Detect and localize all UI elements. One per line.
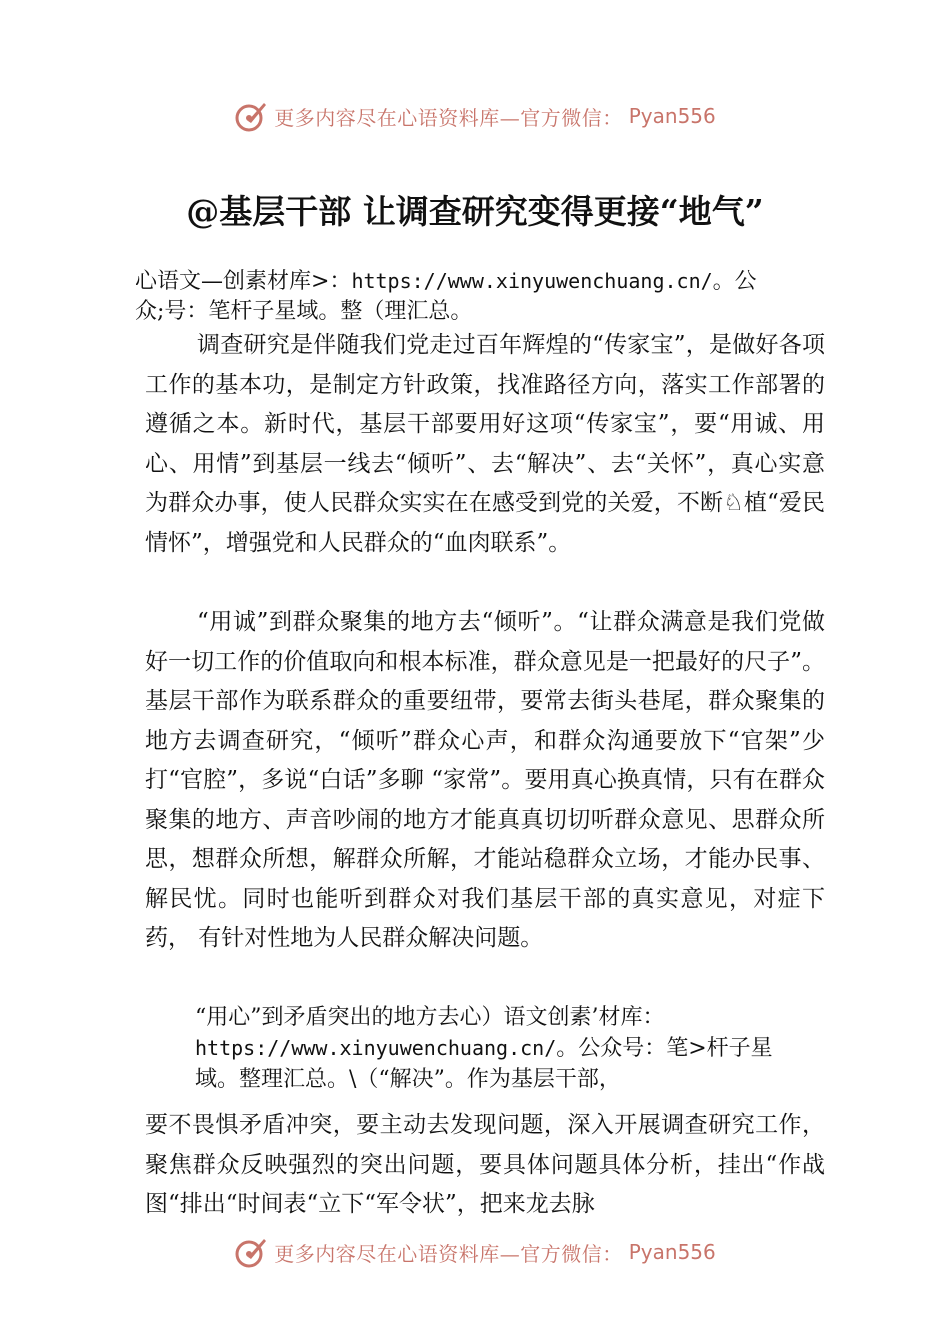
- body-paragraph-3: 要不畏惧矛盾冲突，要主动去发现问题，深入开展调查研究工作，聚焦群众反映强烈的突出问题，要具体问题具体分析，挂出“作战图“排出“时间表“立下“军令状”，把来龙去脉: [145, 1112, 825, 1217]
- banner-text: 更多内容尽在心语资料库—官方微信：: [274, 105, 623, 130]
- banner-text: 更多内容尽在心语资料库—官方微信：: [274, 1241, 623, 1266]
- p3-url: https://www.xinyuwenchuang.cn/: [195, 1036, 557, 1060]
- body-paragraph-2: “用诚”到群众聚集的地方去“倾听”。“让群众满意是我们党做好一切工作的价值取向和根本标准，群众意见是一把最好的尺子”。基层干部作为联系群众的重要纽带，要常去街头巷尾，群众聚集的地方去调查研究，“倾听”群众心声，和群众沟通要放下“官架”少打“官腔”，多说“白话”多聊 “家常”。要用真心换真情，只有在群众聚集的地方、声音吵闹的地方才能真真切切听群众意见、思群众所思，想群众所想，解群众所解，才能站稳群众立场，才能办民事、解民忧。同时也能听到群众对我们基层干部的真实意见，对症下药， 有针对性地为人民群众解决问题。: [145, 609, 825, 951]
- quill-pen-logo-icon: [234, 99, 268, 133]
- banner-wechat-id: Pyan556: [628, 104, 716, 128]
- page-title: @基层干部 让调查研究变得更接“地气”: [186, 192, 764, 231]
- body-paragraph-3-head: [195, 1002, 825, 1095]
- body-paragraph-1: 调查研究是伴随我们党走过百年辉煌的“传家宝”，是做好各项工作的基本功，是制定方针政策，找准路径方向，落实工作部署的遵循之本。新时代，基层干部要用好这项“传家宝”，要“用诚、用心、用情”到基层一线去“倾听”、去“解决”、去“关怀”，真心实意为群众办事，使人民群众实实在在感受到党的关爱，不断♘植“爱民情怀”，增强党和人民群众的“血肉联系”。: [145, 332, 825, 556]
- p3-line-2: https://www.xinyuwenchuang.cn/。公众号：笔>杆子星: [195, 1036, 773, 1061]
- p3-line-3: 域。整理汇总。\（“解决”。作为基层干部，: [195, 1067, 621, 1092]
- p3-line-1: “用心”到矛盾突出的地方去心）语文创素’材库：: [195, 1005, 665, 1030]
- quill-pen-logo-icon: [234, 1235, 268, 1269]
- banner-wechat-id: Pyan556: [628, 1240, 716, 1264]
- intro-url: https://www.xinyuwenchuang.cn/: [351, 269, 713, 293]
- intro-line-2: 众;号：笔杆子星域。整（理汇总。: [135, 299, 473, 324]
- footer-watermark-banner: [0, 1232, 950, 1272]
- intro-line-1: 心语文—创素材库>：https://www.xinyuwenchuang.cn/。公: [135, 269, 757, 294]
- intro-source-note: [135, 266, 825, 327]
- header-watermark-banner: [0, 96, 950, 136]
